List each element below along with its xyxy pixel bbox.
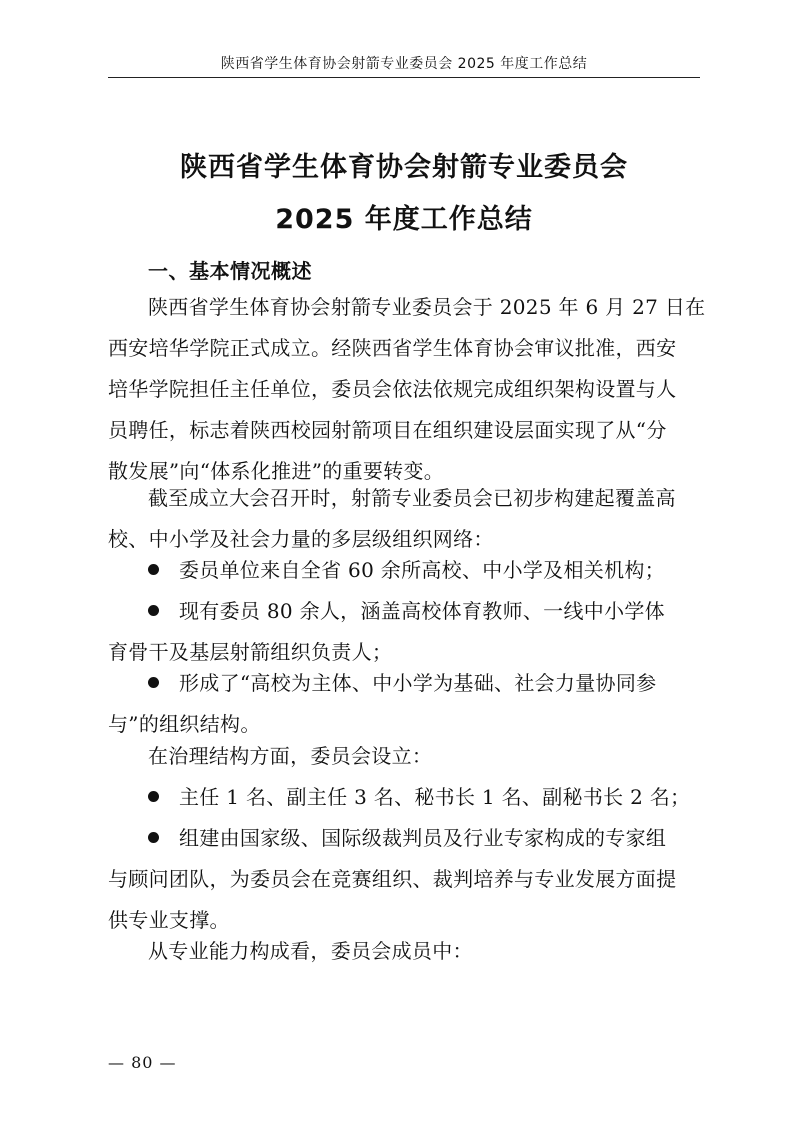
running-header: 陕西省学生体育协会射箭专业委员会 2025 年度工作总结 — [220, 56, 588, 72]
paragraph-line: 散发展”向“体系化推进”的重要转变。 — [108, 459, 445, 483]
paragraph-line: 校、中小学及社会力量的多层级组织网络： — [108, 527, 494, 551]
section-heading-overview: 一、基本情况概述 — [148, 259, 312, 283]
paragraph-line: 截至成立大会召开时，射箭专业委员会已初步构建起覆盖高 — [148, 486, 676, 510]
bullet-item-structure — [108, 663, 700, 745]
header-rule — [108, 77, 700, 78]
bullet-text: 主任 1 名、副主任 3 名、秘书长 1 名、副秘书长 2 名； — [179, 785, 691, 809]
bullet-item-positions — [108, 777, 700, 818]
paragraph-line: 培华学院担任主任单位，委员会依法依规完成组织架构设置与人 — [108, 377, 677, 401]
paragraph-governance — [108, 736, 700, 777]
bullet-icon — [148, 564, 159, 575]
paragraph-line: 西安培华学院正式成立。经陕西省学生体育协会审议批准，西安 — [108, 336, 677, 360]
paragraph-line: 员聘任，标志着陕西校园射箭项目在组织建设层面实现了从“分 — [108, 418, 667, 442]
document-title-line-2: 2025 年度工作总结 — [275, 204, 533, 235]
paragraph-line: 供专业支撑。 — [108, 908, 230, 932]
bullet-text: 现有委员 80 余人，涵盖高校体育教师、一线中小学体 — [179, 599, 665, 623]
paragraph-line: 在治理结构方面，委员会设立： — [148, 744, 433, 768]
bullet-icon — [148, 677, 159, 688]
paragraph-line: 与顾问团队，为委员会在竞赛组织、裁判培养与专业发展方面提 — [108, 867, 677, 891]
paragraph-network — [108, 478, 700, 560]
paragraph-line: 陕西省学生体育协会射箭专业委员会于 2025 年 6 月 27 日在 — [148, 295, 706, 319]
bullet-text: 委员单位来自全省 60 余所高校、中小学及相关机构； — [179, 558, 665, 582]
bullet-item-experts — [108, 818, 700, 941]
bullet-text: 形成了“高校为主体、中小学为基础、社会力量协同参 — [179, 671, 657, 695]
bullet-icon — [148, 605, 159, 616]
paragraph-line: 从专业能力构成看，委员会成员中： — [148, 939, 473, 963]
bullet-item-members — [108, 591, 700, 673]
paragraph-capability — [108, 931, 700, 972]
paragraph-founding — [108, 287, 706, 492]
bullet-text: 组建由国家级、国际级裁判员及行业专家构成的专家组 — [179, 826, 667, 850]
bullet-icon — [148, 791, 159, 802]
document-title-line-1: 陕西省学生体育协会射箭专业委员会 — [180, 152, 628, 183]
bullet-icon — [148, 832, 159, 843]
bullet-item-member-units — [108, 550, 700, 591]
page-number: — 80 — — [108, 1053, 177, 1072]
paragraph-line: 与”的组织结构。 — [108, 712, 261, 736]
paragraph-line: 育骨干及基层射箭组织负责人； — [108, 640, 393, 664]
